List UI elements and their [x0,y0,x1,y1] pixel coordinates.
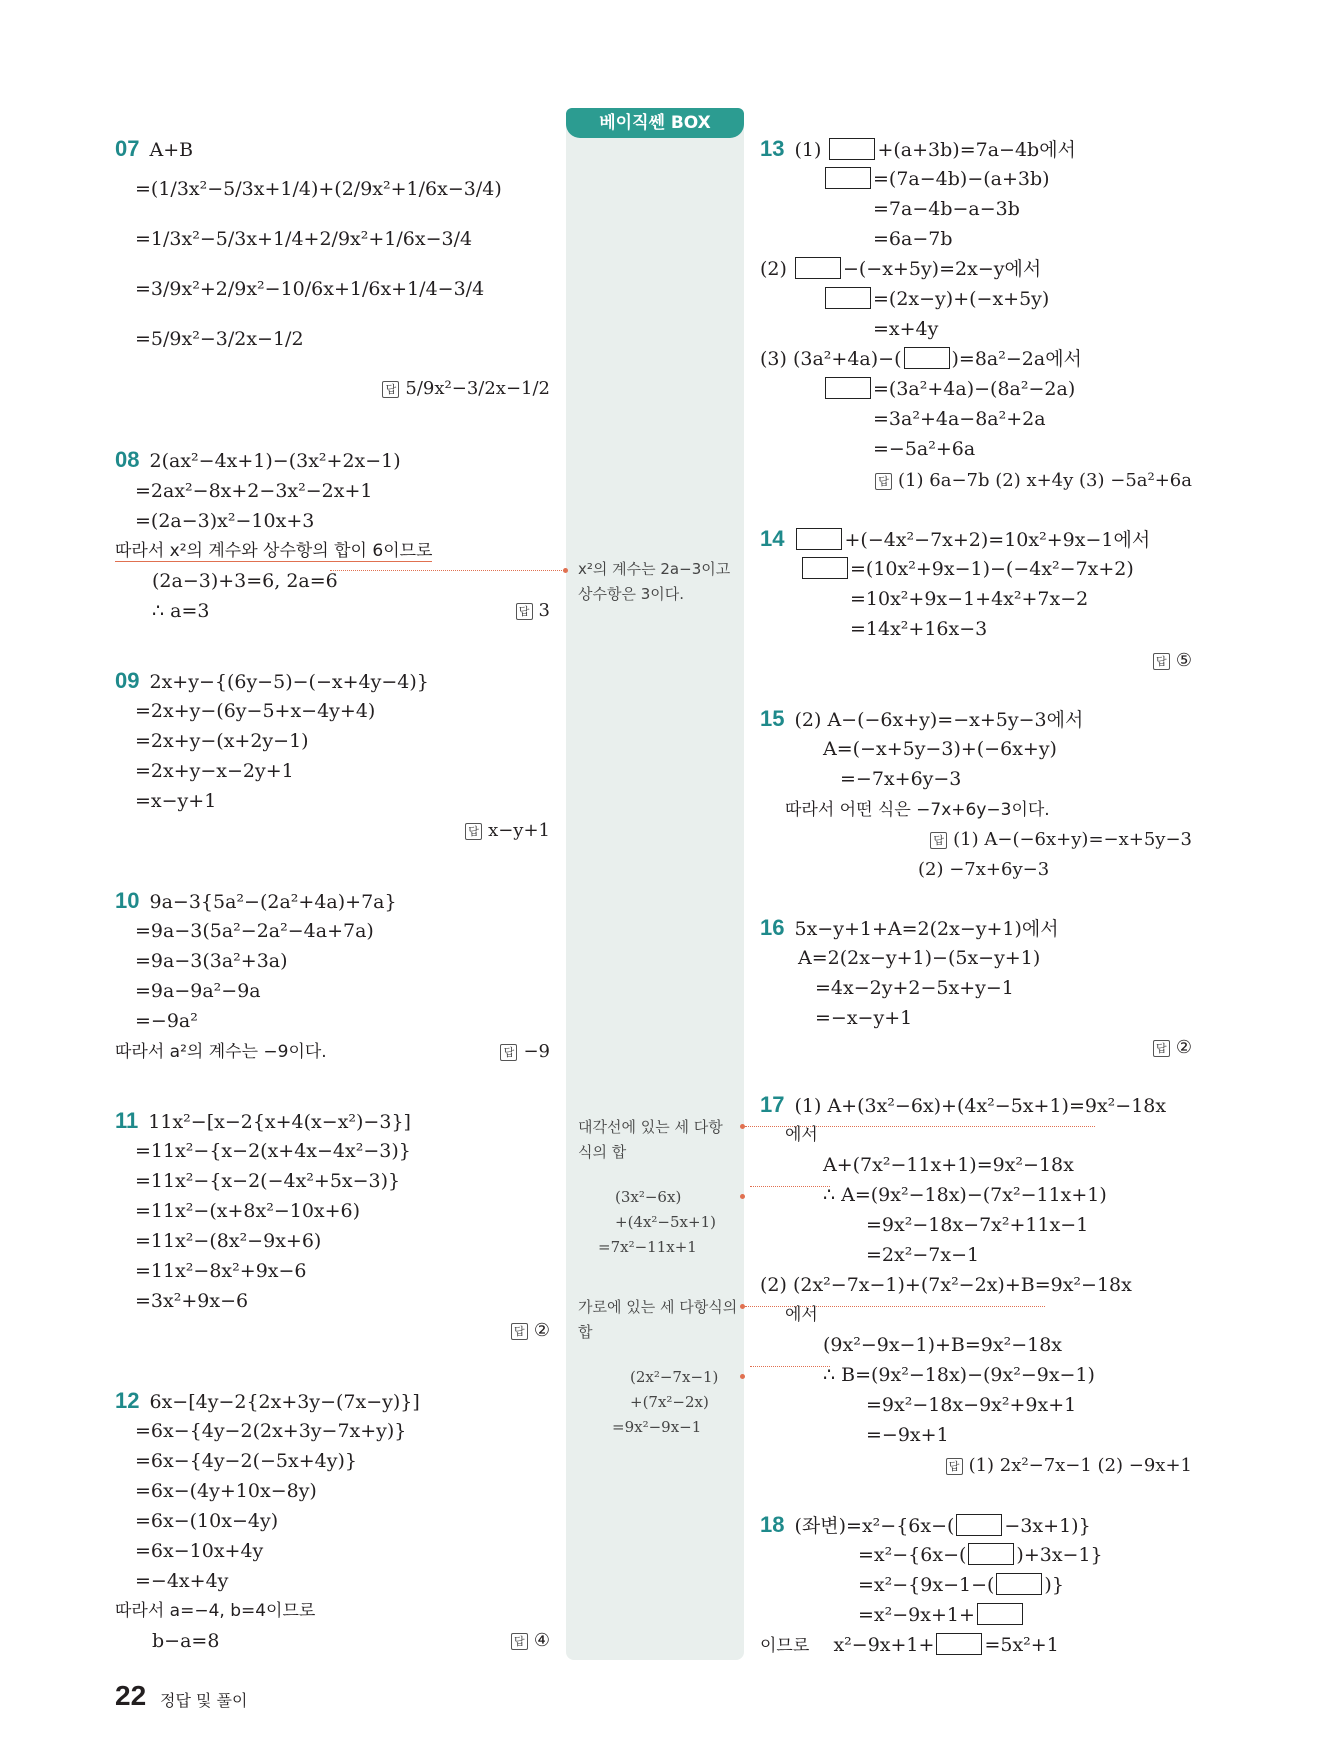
problem-13-line-5: (2) −(−x+5y)=2x−y에서 [760,258,1042,280]
problem-18-line-4: =x²−9x+1+ [858,1602,1025,1628]
answer-icon: 답 [875,473,892,490]
problem-number: 08 [115,447,140,472]
problem-number: 10 [115,888,140,913]
problem-12-line-6: =6x−10x+4y [135,1540,264,1562]
problem-14-line-4: =14x²+16x−3 [850,618,988,640]
problem-13-line-8: (3) (3a²+4a)−( )=8a²−2a에서 [760,348,1082,370]
problem-16-line-1: 16 5x−y+1+A=2(2x−y+1)에서 [760,915,1059,940]
blank-box [968,1543,1014,1565]
problem-08-line-4: 따라서 x²의 계수와 상수항의 합이 6이므로 [115,541,433,561]
problem-16-answer: 답 ② [1153,1035,1192,1061]
problem-13-line-10: =3a²+4a−8a²+2a [873,408,1046,430]
problem-17-line-8: 에서 [785,1305,818,1325]
problem-09-line-1: 09 2x+y−{(6y−5)−(−x+4y−4)} [115,668,429,693]
problem-number: 15 [760,706,785,731]
answer-icon: 답 [1153,653,1170,670]
problem-11-line-4: =11x²−(x+8x²−10x+6) [135,1200,361,1222]
note-17b-line-1: 가로에 있는 세 다항식의 [578,1298,738,1316]
answer-icon: 답 [930,832,947,849]
problem-12-line-7: =−4x+4y [135,1570,229,1592]
problem-15-line-2: A=(−x+5y−3)+(−6x+y) [823,738,1057,760]
answer-icon: 답 [500,1044,517,1061]
problem-10-line-3: =9a−3(3a²+3a) [135,950,288,972]
problem-16-line-4: =−x−y+1 [815,1007,913,1029]
problem-12-line-3: =6x−{4y−2(−5x+4y)} [135,1450,357,1472]
page-number: 22 [115,1680,147,1711]
blank-box [904,347,950,369]
problem-08-line-6: ∴ a=3 [152,600,210,622]
note-17a-math-2: +(4x²−5x+1) [615,1213,716,1231]
note-17a-line-2: 식의 합 [578,1143,627,1161]
problem-11-line-6: =11x²−8x²+9x−6 [135,1260,307,1282]
problem-15-answer-2: (2) −7x+6y−3 [918,859,1050,880]
blank-box [825,287,871,309]
problem-number: 13 [760,136,785,161]
problem-15-answer-1: 답 (1) A−(−6x+y)=−x+5y−3 [930,827,1192,853]
problem-17-line-2: 에서 [785,1125,818,1145]
problem-17-line-3: A+(7x²−11x+1)=9x²−18x [823,1154,1074,1176]
blank-box [795,257,841,279]
problem-10-line-4: =9a−9a²−9a [135,980,261,1002]
problem-number: 11 [115,1108,139,1133]
blank-box [936,1633,982,1655]
problem-09-line-3: =2x+y−(x+2y−1) [135,730,309,752]
note-17a-math-1: (3x²−6x) [615,1188,682,1206]
problem-13-line-6: =(2x−y)+(−x+5y) [823,286,1049,312]
problem-07-answer: 답 5/9x²−3/2x−1/2 [382,376,550,402]
note-17a-math-3: =7x²−11x+1 [598,1238,697,1256]
problem-15-line-3: =−7x+6y−3 [840,768,962,790]
connector-dot [740,1194,745,1199]
problem-17-line-1: 17 (1) A+(3x²−6x)+(4x²−5x+1)=9x²−18x [760,1092,1167,1117]
problem-number: 18 [760,1512,785,1537]
connector-line [330,570,566,571]
blank-box [956,1514,1002,1536]
problem-11-line-3: =11x²−{x−2(−4x²+5x−3)} [135,1170,401,1192]
problem-number: 17 [760,1092,785,1117]
note-17a-line-1: 대각선에 있는 세 다항 [578,1118,723,1136]
problem-08-line-1: 08 2(ax²−4x+1)−(3x²+2x−1) [115,447,401,472]
problem-18-line-2: =x²−{6x−( )+3x−1} [858,1544,1103,1566]
problem-16-line-3: =4x−2y+2−5x+y−1 [815,977,1014,999]
problem-07-line-4: =3/9x²+2/9x²−10/6x+1/6x+1/4−3/4 [135,278,485,300]
page-footer-label: 정답 및 풀이 [160,1691,248,1710]
problem-13-line-3: =7a−4b−a−3b [873,198,1020,220]
problem-17-line-11: =9x²−18x−9x²+9x+1 [866,1394,1077,1416]
connector-line [750,1186,830,1187]
problem-13-answer: 답 (1) 6a−7b (2) x+4y (3) −5a²+6a [875,468,1192,494]
answer-icon: 답 [516,603,533,620]
note-08-line-2: 상수항은 3이다. [578,585,685,603]
problem-number: 16 [760,915,785,940]
problem-07-line-2: =(1/3x²−5/3x+1/4)+(2/9x²+1/6x−3/4) [135,178,502,200]
answer-icon: 답 [511,1323,528,1340]
connector-dot [563,568,568,573]
problem-09-line-2: =2x+y−(6y−5+x−4y+4) [135,700,376,722]
problem-12-line-2: =6x−{4y−2(2x+3y−7x+y)} [135,1420,407,1442]
blank-box [825,167,871,189]
blank-box [996,1573,1042,1595]
problem-11-line-7: =3x²+9x−6 [135,1290,249,1312]
problem-18-line-1: 18 (좌변)=x²−{6x−( −3x+1)} [760,1512,1091,1537]
problem-07-line-1: 07 A+B [115,136,194,161]
blank-box [825,377,871,399]
problem-10-line-6: 따라서 a²의 계수는 −9이다. [115,1042,327,1062]
problem-13-line-7: =x+4y [873,318,939,340]
problem-10-line-5: =−9a² [135,1010,198,1032]
problem-07-line-3: =1/3x²−5/3x+1/4+2/9x²+1/6x−3/4 [135,228,473,250]
problem-12-line-8: 따라서 a=−4, b=4이므로 [115,1601,316,1621]
problem-number: 14 [760,526,785,551]
blank-box [829,138,875,160]
problem-14-line-1: 14 +(−4x²−7x+2)=10x²+9x−1에서 [760,526,1151,551]
answer-icon: 답 [946,1458,963,1475]
note-08-line-1: x²의 계수는 2a−3이고 [578,560,731,578]
problem-11-line-5: =11x²−(8x²−9x+6) [135,1230,322,1252]
blank-box [796,528,842,550]
blank-box [802,557,848,579]
problem-15-line-1: 15 (2) A−(−6x+y)=−x+5y−3에서 [760,706,1084,731]
problem-10-answer: 답 −9 [500,1039,550,1065]
answer-icon: 답 [382,381,399,398]
problem-13-line-4: =6a−7b [873,228,953,250]
answer-icon: 답 [511,1633,528,1650]
answer-icon: 답 [1153,1040,1170,1057]
basic-box-tab: 베이직쎈 BOX [566,108,744,138]
problem-12-line-4: =6x−(4y+10x−8y) [135,1480,317,1502]
problem-10-line-2: =9a−3(5a²−2a²−4a+7a) [135,920,374,942]
problem-13-line-1: 13 (1) +(a+3b)=7a−4b에서 [760,136,1076,161]
problem-17-line-12: =−9x+1 [866,1424,949,1446]
problem-08-line-5: (2a−3)+3=6, 2a=6 [152,570,338,592]
problem-12-line-1: 12 6x−[4y−2{2x+3y−(7x−y)}] [115,1388,420,1413]
note-17b-math-1: (2x²−7x−1) [630,1368,719,1386]
problem-number: 12 [115,1388,140,1413]
problem-07-line-5: =5/9x²−3/2x−1/2 [135,328,304,350]
problem-number: 09 [115,668,140,693]
problem-13-line-11: =−5a²+6a [873,438,976,460]
problem-09-line-5: =x−y+1 [135,790,217,812]
problem-08-line-2: =2ax²−8x+2−3x²−2x+1 [135,480,373,502]
problem-17-line-5: =9x²−18x−7x²+11x−1 [866,1214,1089,1236]
note-17b-math-2: +(7x²−2x) [630,1393,709,1411]
connector-dot [740,1374,745,1379]
note-17b-math-3: =9x²−9x−1 [612,1418,702,1436]
connector-line [750,1366,830,1367]
problem-17-line-9: (9x²−9x−1)+B=9x²−18x [823,1334,1063,1356]
problem-14-line-3: =10x²+9x−1+4x²+7x−2 [850,588,1089,610]
problem-08-line-3: =(2a−3)x²−10x+3 [135,510,315,532]
problem-09-answer: 답 x−y+1 [465,818,550,844]
problem-12-line-9: b−a=8 [152,1630,220,1652]
problem-12-line-5: =6x−(10x−4y) [135,1510,279,1532]
problem-17-line-4: ∴ A=(9x²−18x)−(7x²−11x+1) [823,1184,1107,1206]
problem-16-line-2: A=2(2x−y+1)−(5x−y+1) [798,947,1041,969]
problem-09-line-4: =2x+y−x−2y+1 [135,760,294,782]
problem-10-line-1: 10 9a−3{5a²−(2a²+4a)+7a} [115,888,397,913]
problem-15-line-4: 따라서 어떤 식은 −7x+6y−3이다. [785,800,1050,820]
blank-box [977,1603,1023,1625]
problem-17-answer: 답 (1) 2x²−7x−1 (2) −9x+1 [946,1453,1192,1479]
problem-17-line-6: =2x²−7x−1 [866,1244,980,1266]
answer-icon: 답 [465,823,482,840]
problem-number: 07 [115,136,140,161]
problem-18-line-5: 이므로 x²−9x+1+ =5x²+1 [760,1634,1059,1656]
problem-11-line-1: 11 11x²−[x−2{x+4(x−x²)−3}] [115,1108,411,1133]
problem-14-answer: 답 ⑤ [1153,648,1192,674]
problem-11-line-2: =11x²−{x−2(x+4x−4x²−3)} [135,1140,411,1162]
problem-13-line-9: =(3a²+4a)−(8a²−2a) [823,376,1075,402]
problem-08-answer: 답 3 [516,598,550,624]
problem-11-answer: 답 ② [511,1318,550,1344]
problem-17-line-10: ∴ B=(9x²−18x)−(9x²−9x−1) [823,1364,1095,1386]
note-17b-line-2: 합 [578,1323,593,1341]
problem-13-line-2: =(7a−4b)−(a+3b) [823,166,1050,192]
problem-17-line-7: (2) (2x²−7x−1)+(7x²−2x)+B=9x²−18x [760,1274,1132,1296]
problem-18-line-3: =x²−{9x−1−( )} [858,1574,1064,1596]
problem-14-line-2: =(10x²+9x−1)−(−4x²−7x+2) [800,556,1134,582]
problem-12-answer: 답 ④ [511,1628,550,1654]
